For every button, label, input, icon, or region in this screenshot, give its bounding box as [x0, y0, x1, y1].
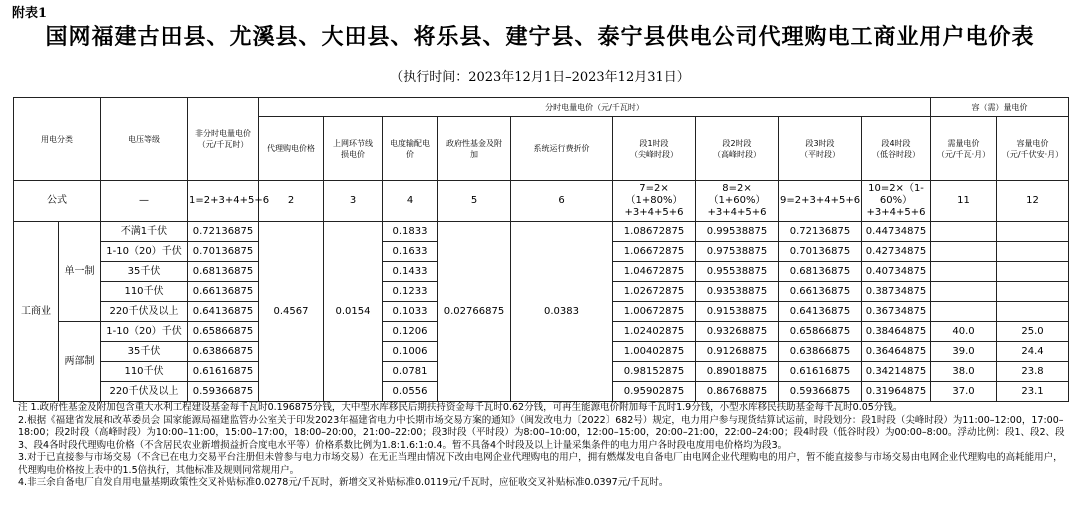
period-1-cell: 1.02672875 — [613, 282, 696, 302]
formula-row — [14, 181, 1069, 222]
nontou-cell: 0.68136875 — [188, 262, 259, 282]
voltage-cell: 35千伏 — [101, 342, 188, 362]
formula-period-3: 9=2+3+4+5+6 — [779, 181, 862, 222]
period-4-cell: 0.31964875 — [862, 382, 931, 402]
period-1-cell: 1.02402875 — [613, 322, 696, 342]
period-2-cell: 0.93268875 — [696, 322, 779, 342]
header-period-3: 段3时段 （平时段） — [779, 117, 862, 181]
system-cost-cell: 0.0383 — [511, 222, 613, 402]
formula-nontou: 1=2+3+4+5+6 — [188, 181, 259, 222]
period-4-cell: 0.36464875 — [862, 342, 931, 362]
formula-system-cost: 6 — [511, 181, 613, 222]
voltage-cell: 110千伏 — [101, 362, 188, 382]
header-proxy-price: 代理购电价格 — [259, 117, 324, 181]
period-1-cell: 1.08672875 — [613, 222, 696, 242]
capacity-cell: 23.8 — [997, 362, 1069, 382]
period-3-cell: 0.68136875 — [779, 262, 862, 282]
header-category: 用电分类 — [14, 98, 101, 181]
voltage-cell: 不满1千伏 — [101, 222, 188, 242]
period-1-cell: 0.98152875 — [613, 362, 696, 382]
header-line-loss: 上网环节线 损电价 — [324, 117, 383, 181]
header-period-4: 段4时段 （低谷时段） — [862, 117, 931, 181]
header-capacity-price: 容量电价 （元/千伏安·月） — [997, 117, 1069, 181]
price-table — [13, 97, 1069, 402]
capacity-cell: 25.0 — [997, 322, 1069, 342]
transmission-cell: 0.1833 — [383, 222, 438, 242]
period-2-cell: 0.95538875 — [696, 262, 779, 282]
note-4: 4.非三余自备电厂自发自用电量基期政策性交叉补贴标准0.0278元/千瓦时，新增交叉补贴标准0.0119元/千瓦时，应征收交叉补贴标准0.0397元/千瓦时。 — [18, 477, 669, 488]
proxy-price-cell: 0.4567 — [259, 222, 324, 402]
header-tou-group: 分时电量电价（元/千瓦时） — [259, 98, 931, 117]
header-demand-price: 需量电价 （元/千瓦·月） — [931, 117, 997, 181]
table-row — [14, 222, 1069, 242]
capacity-cell — [997, 302, 1069, 322]
capacity-cell — [997, 282, 1069, 302]
attachment-label: 附表1 — [12, 6, 48, 21]
demand-cell: 37.0 — [931, 382, 997, 402]
header-gov-fund: 政府性基金及附 加 — [438, 117, 511, 181]
note-2: 2.根据《福建省发展和改革委员会 国家能源局福建监管办公室关于印发2023年福建省电力中长期市场交易方案的通知》（闽发改电力〔2022〕682号）规定，电力用户参与现货结算试运前，时段划分：段1时段（尖峰时段）为11:00–12:00，17:00–18:00；段2时段（高峰时段）为10:00–11:00，15:00–17:00，18:00–20:00，21:00–22:00；段3时段（平时段）为8:00–10:00，12:00–15:00，20:00–21:00，22:00–24:00；段4时段（低谷时段）为00:00–8:00。浮动比例：段1、段2、段3、段4各时段代理购电价格（不含居民农业新增损益折合度电水平等）价格系数比例为1.8:1.6:1:0.4。暂不具备4个时段及以上计量采集条件的电力用户各时段电度用电价格均为段3。 — [18, 414, 1065, 451]
transmission-cell: 0.0781 — [383, 362, 438, 382]
demand-cell: 40.0 — [931, 322, 997, 342]
nontou-cell: 0.61616875 — [188, 362, 259, 382]
period-1-cell: 1.06672875 — [613, 242, 696, 262]
formula-gov-fund: 5 — [438, 181, 511, 222]
header-period-1: 段1时段 （尖峰时段） — [613, 117, 696, 181]
voltage-cell: 1-10（20）千伏 — [101, 242, 188, 262]
period-2-cell: 0.93538875 — [696, 282, 779, 302]
formula-proxy: 2 — [259, 181, 324, 222]
page-title: 国网福建古田县、尤溪县、大田县、将乐县、建宁县、泰宁县供电公司代理购电工商业用户电价表 — [45, 24, 1035, 50]
demand-cell — [931, 302, 997, 322]
period-3-cell: 0.65866875 — [779, 322, 862, 342]
period-3-cell: 0.70136875 — [779, 242, 862, 262]
header-period-2: 段2时段 （高峰时段） — [696, 117, 779, 181]
execution-period: （执行时间：2023年12月1日–2023年12月31日） — [390, 70, 690, 85]
two-part-system-cell: 两部制 — [59, 322, 101, 402]
period-3-cell: 0.59366875 — [779, 382, 862, 402]
period-3-cell: 0.66136875 — [779, 282, 862, 302]
period-3-cell: 0.72136875 — [779, 222, 862, 242]
nontou-cell: 0.63866875 — [188, 342, 259, 362]
header-capacity-group: 容（需）量电价 — [931, 98, 1069, 117]
period-1-cell: 1.00402875 — [613, 342, 696, 362]
period-4-cell: 0.38734875 — [862, 282, 931, 302]
period-4-cell: 0.34214875 — [862, 362, 931, 382]
period-2-cell: 0.89018875 — [696, 362, 779, 382]
note-1: 注 1.政府性基金及附加包含重大水利工程建设基金每千瓦时0.196875分钱，大中型水库移民后期扶持资金每千瓦时0.62分钱，可再生能源电价附加每千瓦时1.9分钱，小型水库移民扶助基金每千瓦时0.05分钱。 — [18, 402, 903, 413]
header-voltage: 电压等级 — [101, 98, 188, 181]
period-1-cell: 1.00672875 — [613, 302, 696, 322]
nontou-cell: 0.66136875 — [188, 282, 259, 302]
nontou-cell: 0.65866875 — [188, 322, 259, 342]
formula-voltage: — — [101, 181, 188, 222]
period-3-cell: 0.61616875 — [779, 362, 862, 382]
transmission-cell: 0.0556 — [383, 382, 438, 402]
header-nontou-price: 非分时电量电价 （元/千瓦时） — [188, 98, 259, 181]
period-2-cell: 0.91538875 — [696, 302, 779, 322]
period-2-cell: 0.86768875 — [696, 382, 779, 402]
nontou-cell: 0.59366875 — [188, 382, 259, 402]
transmission-cell: 0.1033 — [383, 302, 438, 322]
period-4-cell: 0.44734875 — [862, 222, 931, 242]
capacity-cell — [997, 262, 1069, 282]
transmission-cell: 0.1206 — [383, 322, 438, 342]
capacity-cell: 23.1 — [997, 382, 1069, 402]
nontou-cell: 0.70136875 — [188, 242, 259, 262]
transmission-cell: 0.1633 — [383, 242, 438, 262]
period-4-cell: 0.38464875 — [862, 322, 931, 342]
transmission-cell: 0.1006 — [383, 342, 438, 362]
formula-period-1: 7=2×（1+80%） +3+4+5+6 — [613, 181, 696, 222]
gov-fund-cell: 0.02766875 — [438, 222, 511, 402]
transmission-cell: 0.1433 — [383, 262, 438, 282]
formula-capacity: 12 — [997, 181, 1069, 222]
voltage-cell: 220千伏及以上 — [101, 302, 188, 322]
note-3: 3.对于已直接参与市场交易（不含已在电力交易平台注册但未曾参与电力市场交易）在无正当理由情况下改由电网企业代理购电的用户，拥有燃煤发电自备电厂由电网企业代理购电的用户，暂不能直接参与市场交易由电网企业代理购电的高耗能用户，代理购电价格按上表中的1.5倍执行，其他标准及规则同常规用户。 — [18, 452, 1063, 476]
period-3-cell: 0.63866875 — [779, 342, 862, 362]
capacity-cell — [997, 242, 1069, 262]
voltage-cell: 1-10（20）千伏 — [101, 322, 188, 342]
category-cell: 工商业 — [14, 222, 59, 402]
header-transmission: 电度输配电 价 — [383, 117, 438, 181]
formula-transmission: 4 — [383, 181, 438, 222]
period-1-cell: 0.95902875 — [613, 382, 696, 402]
header-system-cost: 系统运行费折价 — [511, 117, 613, 181]
transmission-cell: 0.1233 — [383, 282, 438, 302]
nontou-cell: 0.72136875 — [188, 222, 259, 242]
period-2-cell: 0.99538875 — [696, 222, 779, 242]
period-4-cell: 0.40734875 — [862, 262, 931, 282]
demand-cell: 38.0 — [931, 362, 997, 382]
voltage-cell: 110千伏 — [101, 282, 188, 302]
voltage-cell: 220千伏及以上 — [101, 382, 188, 402]
formula-demand: 11 — [931, 181, 997, 222]
demand-cell: 39.0 — [931, 342, 997, 362]
nontou-cell: 0.64136875 — [188, 302, 259, 322]
line-loss-cell: 0.0154 — [324, 222, 383, 402]
period-4-cell: 0.36734875 — [862, 302, 931, 322]
formula-period-2: 8=2× （1+60%） +3+4+5+6 — [696, 181, 779, 222]
formula-period-4: 10=2×（1- 60%） +3+4+5+6 — [862, 181, 931, 222]
capacity-cell: 24.4 — [997, 342, 1069, 362]
demand-cell — [931, 242, 997, 262]
period-4-cell: 0.42734875 — [862, 242, 931, 262]
notes — [18, 402, 1068, 490]
demand-cell — [931, 262, 997, 282]
capacity-cell — [997, 222, 1069, 242]
formula-loss: 3 — [324, 181, 383, 222]
single-system-cell: 单一制 — [59, 222, 101, 322]
demand-cell — [931, 222, 997, 242]
period-2-cell: 0.97538875 — [696, 242, 779, 262]
period-3-cell: 0.64136875 — [779, 302, 862, 322]
voltage-cell: 35千伏 — [101, 262, 188, 282]
period-2-cell: 0.91268875 — [696, 342, 779, 362]
demand-cell — [931, 282, 997, 302]
period-1-cell: 1.04672875 — [613, 262, 696, 282]
formula-label: 公式 — [14, 181, 101, 222]
